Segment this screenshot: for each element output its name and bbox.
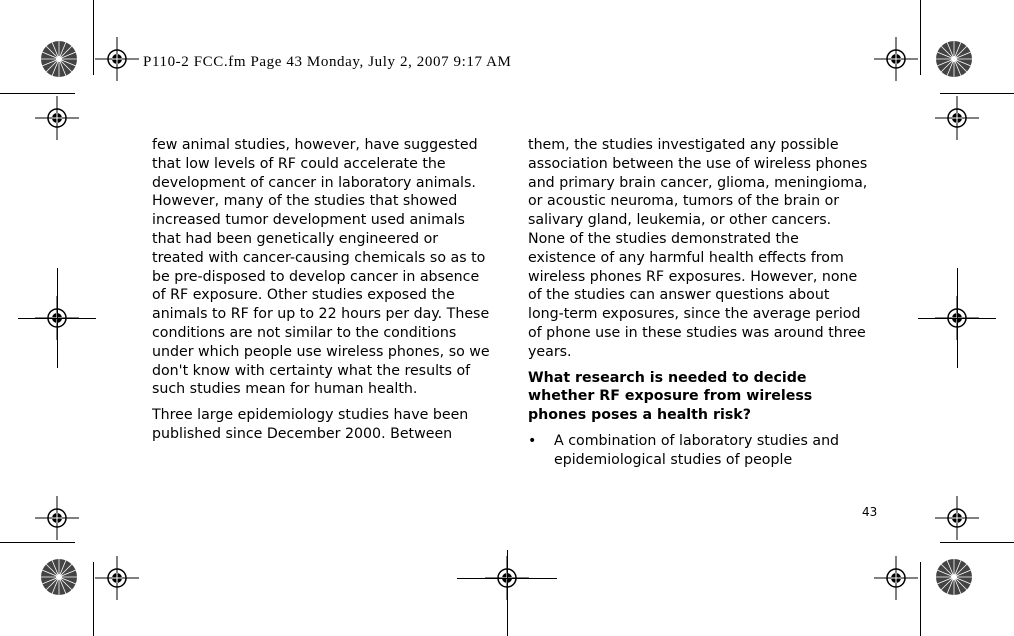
section-question-heading: What research is needed to decide whether RF exposure from wireless phones poses a health risk? (528, 369, 813, 424)
bullet-item (528, 432, 868, 470)
body-paragraph: few animal studies, however, have suggested that low levels of RF could accelerate the development of cancer in laboratory animals. However, many of the studies that showed increased tumor development used animals that had been genetically engineered or treated with cancer-causing chemicals so as to be pre-disposed to develop cancer in absence of RF exposure. Other studies exposed the animals to RF for up to 22 hours per day. These conditions are not similar to the conditions under which people use wireless phones, so we don't know with certainty what the results of such studies mean for human health. (152, 137, 490, 398)
body-paragraph: Three large epidemiology studies have been published since December 2000. Between (152, 407, 469, 442)
page-number: 43 (862, 505, 878, 519)
crop-line (0, 93, 75, 94)
crop-line (0, 542, 75, 543)
starburst-mark-icon (40, 558, 78, 596)
guide-line (57, 268, 58, 368)
bullet-icon: • (528, 432, 537, 449)
crop-line (940, 542, 1014, 543)
right-column (528, 136, 868, 470)
registration-mark-icon (95, 556, 139, 600)
left-column (152, 136, 492, 451)
starburst-mark-icon (935, 558, 973, 596)
page-header-slug: P110-2 FCC.fm Page 43 Monday, July 2, 2007 9:17 AM (143, 54, 512, 70)
starburst-mark-icon (935, 40, 973, 78)
crop-line (920, 0, 921, 75)
registration-mark-icon (874, 556, 918, 600)
registration-mark-icon (935, 496, 979, 540)
guide-line (507, 550, 508, 636)
registration-mark-icon (874, 37, 918, 81)
registration-mark-icon (35, 496, 79, 540)
crop-line (940, 93, 1014, 94)
guide-line (957, 268, 958, 368)
registration-mark-icon (95, 37, 139, 81)
crop-line (920, 562, 921, 636)
crop-line (93, 562, 94, 636)
registration-mark-icon (35, 96, 79, 140)
crop-line (93, 0, 94, 75)
starburst-mark-icon (40, 40, 78, 78)
body-paragraph: them, the studies investigated any possible association between the use of wireless phones and primary brain cancer, glioma, meningioma, or acoustic neuroma, tumors of the brain or salivary gland, leukemia, or other cancers. None of the studies demonstrated the existence of any harmful health effects from wireless phones RF exposures. However, none of the studies can answer questions about long-term exposures, since the average period of phone use in these studies was around three years. (528, 137, 868, 360)
bullet-text: A combination of laboratory studies and epidemiological studies of people (554, 432, 840, 468)
registration-mark-icon (935, 96, 979, 140)
